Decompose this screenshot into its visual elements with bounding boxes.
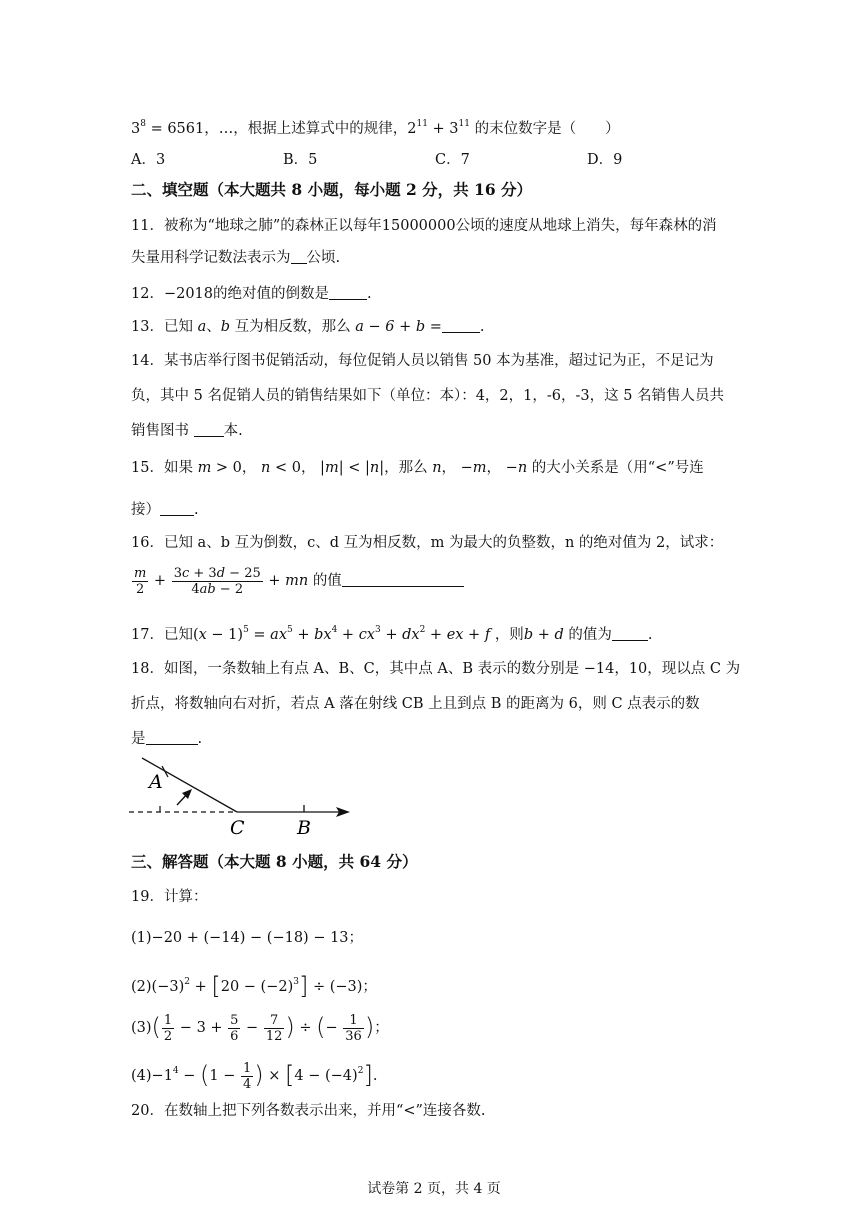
number-line-figure (125, 752, 365, 842)
q11-line1: 11．被称为“地球之肺”的森林正以每年15000000公顷的速度从地球上消失，每年森林的消 (131, 218, 717, 234)
option-a: A．3 (131, 152, 166, 168)
option-d: D．9 (587, 152, 623, 168)
page-footer: 试卷第 2 页，共 4 页 (367, 1181, 501, 1197)
label-a: A (149, 771, 163, 793)
q17: 17．已知$(x - 1)^5 = ax^5 + bx^4 + cx^3 + dx^2$ + ex + f ，则b + d 的值为 . (131, 625, 653, 643)
q19-part4: $(4)-1^4 - (1$ − $\frac{1}{4}$ ) × $[4 - (-4)^2]$. (131, 1060, 378, 1092)
q18-line1: 18．如图，一条数轴上有点 A、B、C，其中点 A、B 表示的数分别是 −14，10，现以点 C 为 (131, 661, 741, 677)
q18-line3: 是 . (131, 731, 203, 747)
q15-line1: 15．如果 m > 0， n < 0， |m| < |n|，那么 n， −m， −n 的大小关系是（用“<”号连 (131, 460, 704, 476)
q20: 20．在数轴上把下列各数表示出来，并用“<”连接各数. (131, 1103, 486, 1119)
q18-line2: 折点，将数轴向右对折，若点 A 落在射线 CB 上且到点 B 的距离为 6，则 C 点表示的数 (131, 696, 700, 712)
q16-line1: 16．已知 a、b 互为倒数，c、d 互为相反数，m 为最大的负整数，n 的绝对值为 2，试求： (131, 535, 724, 551)
q13: 13．已知 a、b 互为相反数，那么 a − 6 + b = . (131, 319, 485, 335)
q19-part1: (1)−20 + (−14) − (−18) − 13； (131, 930, 364, 946)
q12: 12．−2018的绝对值的倒数是 . (131, 286, 372, 302)
section-2-title: 二、填空题（本大题共 8 小题，每小题 2 分，共 16 分） (131, 180, 533, 199)
q14-line1: 14．某书店举行图书促销活动，每位促销人员以销售 50 本为基准，超过记为正，不足记为 (131, 353, 714, 369)
tick-a (162, 766, 168, 777)
q15-line2: 接） . (131, 502, 199, 518)
label-c: C (230, 817, 245, 839)
option-c: C．7 (435, 152, 470, 168)
q14-line3: 销售图书 本. (131, 423, 243, 439)
q19-title: 19．计算： (131, 889, 208, 905)
section-3-title: 三、解答题（本大题 8 小题，共 64 分） (131, 852, 418, 871)
label-b: B (297, 817, 311, 839)
q19-part3: (3)( $\frac{1}{2}$ − 3 + $\frac{5}{6}$ − $\frac{7}{12}$ ) ÷ (− $\frac{1}{36}$ )； (131, 1012, 389, 1044)
q14-line2: 负，其中 5 名促销人员的销售结果如下（单位：本）：4，2，1，-6，-3，这 5 名销售人员共 (131, 388, 725, 404)
option-b: B．5 (283, 152, 318, 168)
q11-line2: 失量用科学记数法表示为 公顷. (131, 250, 341, 266)
q19-part2: $(2)(-3)^2 + [20 - (-2)^3] \div (-3)$； (131, 972, 377, 1000)
q10-tail-line: $3^8 = 6561$，…，根据上述算式中的规律，$2^{11} + 3^{11}$ 的末位数字是（ ） (131, 119, 620, 137)
q16-expression: $\frac{m}{2}$ + $\frac{3c + 3d - 25}{4ab - 2}$ + mn 的值 (131, 564, 464, 598)
